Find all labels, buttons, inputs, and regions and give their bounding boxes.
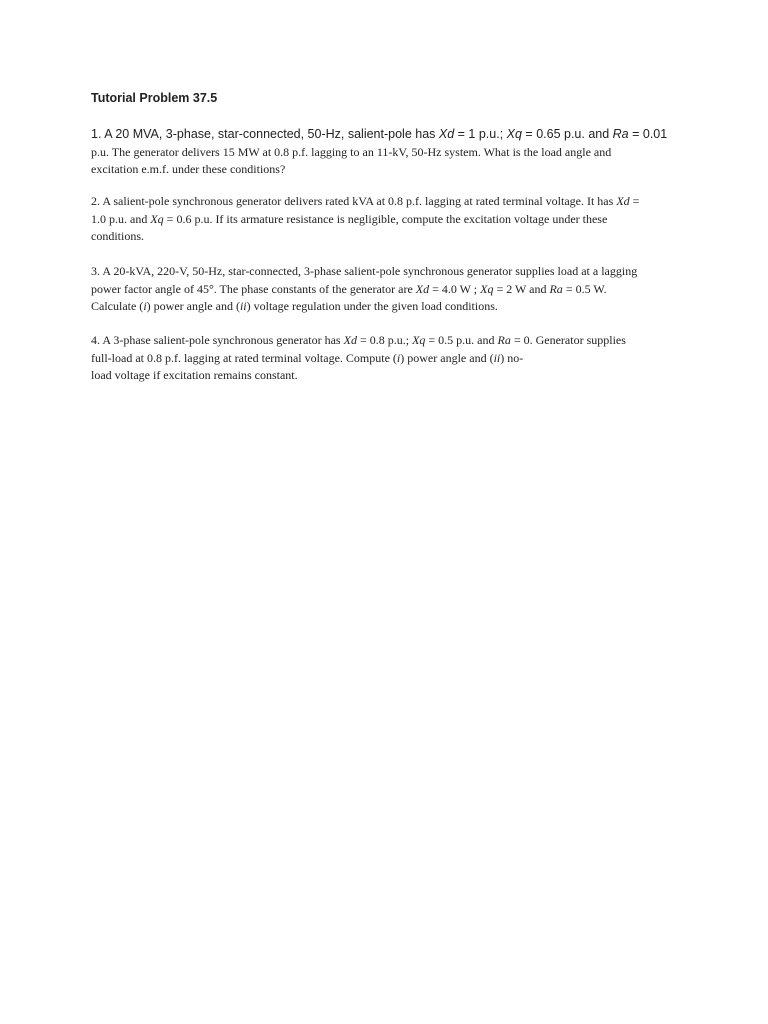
problem-3: 3. A 20-kVA, 220-V, 50-Hz, star-connected, 3-phase salient-pole synchronous generator supplies load at a lagging power factor angle of 45°. The phase constants of the generator are Xd = 4.0 W ; Xq = 2 W and Ra = 0.5 W. Calculate (i) power angle and (ii) voltage regulation under the given load conditions.	[91, 264, 638, 313]
problem-1	[91, 126, 671, 179]
problem-2: 2. A salient-pole synchronous generator delivers rated kVA at 0.8 p.f. lagging at rated terminal voltage. It has Xd = 1.0 p.u. and Xq = 0.6 p.u. If its armature resistance is negligible, compute the excitation voltage under these conditions.	[91, 194, 640, 243]
problem-1-line2: p.u. The generator delivers 15 MW at 0.8 p.f. lagging to an 11-kV, 50-Hz system. What is the load angle and	[91, 144, 612, 159]
problem-1-line3: excitation e.m.f. under these conditions?	[91, 162, 286, 176]
page-title: Tutorial Problem 37.5	[91, 91, 218, 105]
problem-1-text: 1. A 20 MVA, 3-phase, star-connected, 50-Hz, salient-pole has Xd = 1 p.u.; Xq = 0.65 p.u. and Ra = 0.01	[91, 127, 668, 141]
problem-4: 4. A 3-phase salient-pole synchronous generator has Xd = 0.8 p.u.; Xq = 0.5 p.u. and Ra = 0. Generator supplies full-load at 0.8 p.f. lagging at rated terminal voltage. Compute (i) power angle and (ii) no- load voltage if excitation remains constant.	[91, 333, 626, 382]
